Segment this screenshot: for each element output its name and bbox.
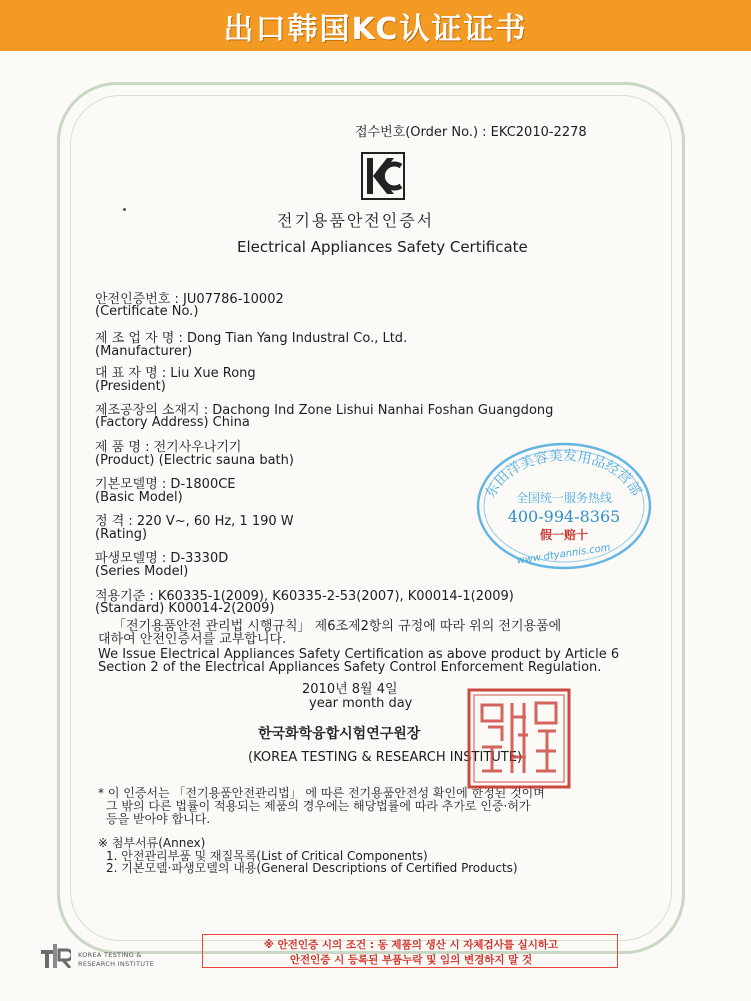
certificate-title-en: Electrical Appliances Safety Certificate [237,238,528,256]
header-banner [0,0,751,51]
product-label: 제 품 명 : 전기사우나기기 [95,440,242,455]
series-model-label: 파생모델명 : D-3330D [95,551,229,566]
manufacturer-label: 제 조 업 자 명 : Dong Tian Yang Industral Co., Ltd. [95,331,408,346]
rating-label: 정 격 : 220 V~, 60 Hz, 1 190 W [95,514,294,529]
annex-title: ※ 첨부서류(Annex) [98,836,206,850]
statement-ko-1: 「전기용품안전 관리법 시행규칙」 제6조제2항의 규정에 따라 위의 전기용품에 [113,619,562,634]
order-number: 접수번호(Order No.) : EKC2010-2278 [355,125,587,140]
stamp-arc-text: 东田洋美容美发用品经营部 [482,448,645,501]
stamp-url: www.dtyannis.com [516,542,612,567]
seller-stamp [475,440,653,572]
ktr-logo-line-2: RESEARCH INSTITUTE [78,960,154,968]
standard-label: 적용기준 : K60335-1(2009), K60335-2-53(2007), K00014-1(2009) [95,589,514,604]
cert-no-en: (Certificate No.) [95,304,199,319]
issue-date-en: year month day [309,696,413,711]
footnote-line-1: * 이 인증서는 「전기용품안전관리법」 에 따른 전기용품안전성 확인에 한정된 것이며 [98,786,545,800]
president-en: (President) [95,379,166,394]
issuer-ko: 한국화학융합시험연구원장 [258,726,421,742]
ktr-logo-line-1: KOREA TESTING & [78,951,142,959]
cert-no-label: 안전인증번호 : JU07786-10002 [95,292,284,307]
kc-mark-icon [361,152,405,200]
stamp-phone: 400-994-8365 [507,507,621,526]
manufacturer-en: (Manufacturer) [95,344,193,359]
stamp-guarantee: 假一赔十 [539,528,589,542]
annex-item-2: 2. 기본모델·파생모델의 내용(General Descriptions of Certified Products) [106,861,518,875]
president-label: 대 표 자 명 : Liu Xue Rong [95,366,256,381]
notice-line-2: 안전인증 시 등록된 부품누락 및 임의 변경하지 말 것 [289,954,533,966]
notice-line-1: ※ 안전인증 시의 조건 : 동 제품의 생산 시 자체검사를 실시하고 [263,939,559,951]
stamp-hotline-label: 全国统一服务热线 [515,491,613,505]
official-seal [466,687,572,790]
factory-label: 제조공장의 소재지 : Dachong Ind Zone Lishui Nanhai Foshan Guangdong [95,403,554,418]
certificate-title-ko: 전기용품안전인증서 [277,211,435,230]
banner-title: 出口韩国KC认证证书 [223,11,528,47]
issue-date: 2010년 8월 4일 [302,682,398,697]
statement-ko-2: 대하여 안전인증서를 교부합니다. [98,632,287,647]
footnote-line-2: 그 밖의 다른 법률이 적용되는 제품의 경우에는 해당법률에 따라 추가로 인증·허가 [106,799,531,813]
standard-en: (Standard) K00014-2(2009) [95,601,275,616]
annex-item-1: 1. 안전관리부품 및 재질목록(List of Critical Components) [106,849,428,863]
statement-en-1: We Issue Electrical Appliances Safety Certification as above product by Article 6 [98,647,620,662]
basic-model-label: 기본모델명 : D-1800CE [95,477,236,492]
speck [123,208,126,211]
factory-en: (Factory Address) China [95,415,250,430]
statement-en-2: Section 2 of the Electrical Appliances Safety Control Enforcement Regulation. [98,660,602,675]
series-model-en: (Series Model) [95,564,189,579]
product-en: (Product) (Electric sauna bath) [95,453,294,468]
footnote-line-3: 등을 받아야 합니다. [106,812,211,826]
rating-en: (Rating) [95,527,148,542]
certification-conditions-notice [202,934,618,968]
issuer-en: (KOREA TESTING & RESEARCH INSTITUTE) [248,750,523,765]
basic-model-en: (Basic Model) [95,490,183,505]
ktr-logo-icon [41,944,71,968]
